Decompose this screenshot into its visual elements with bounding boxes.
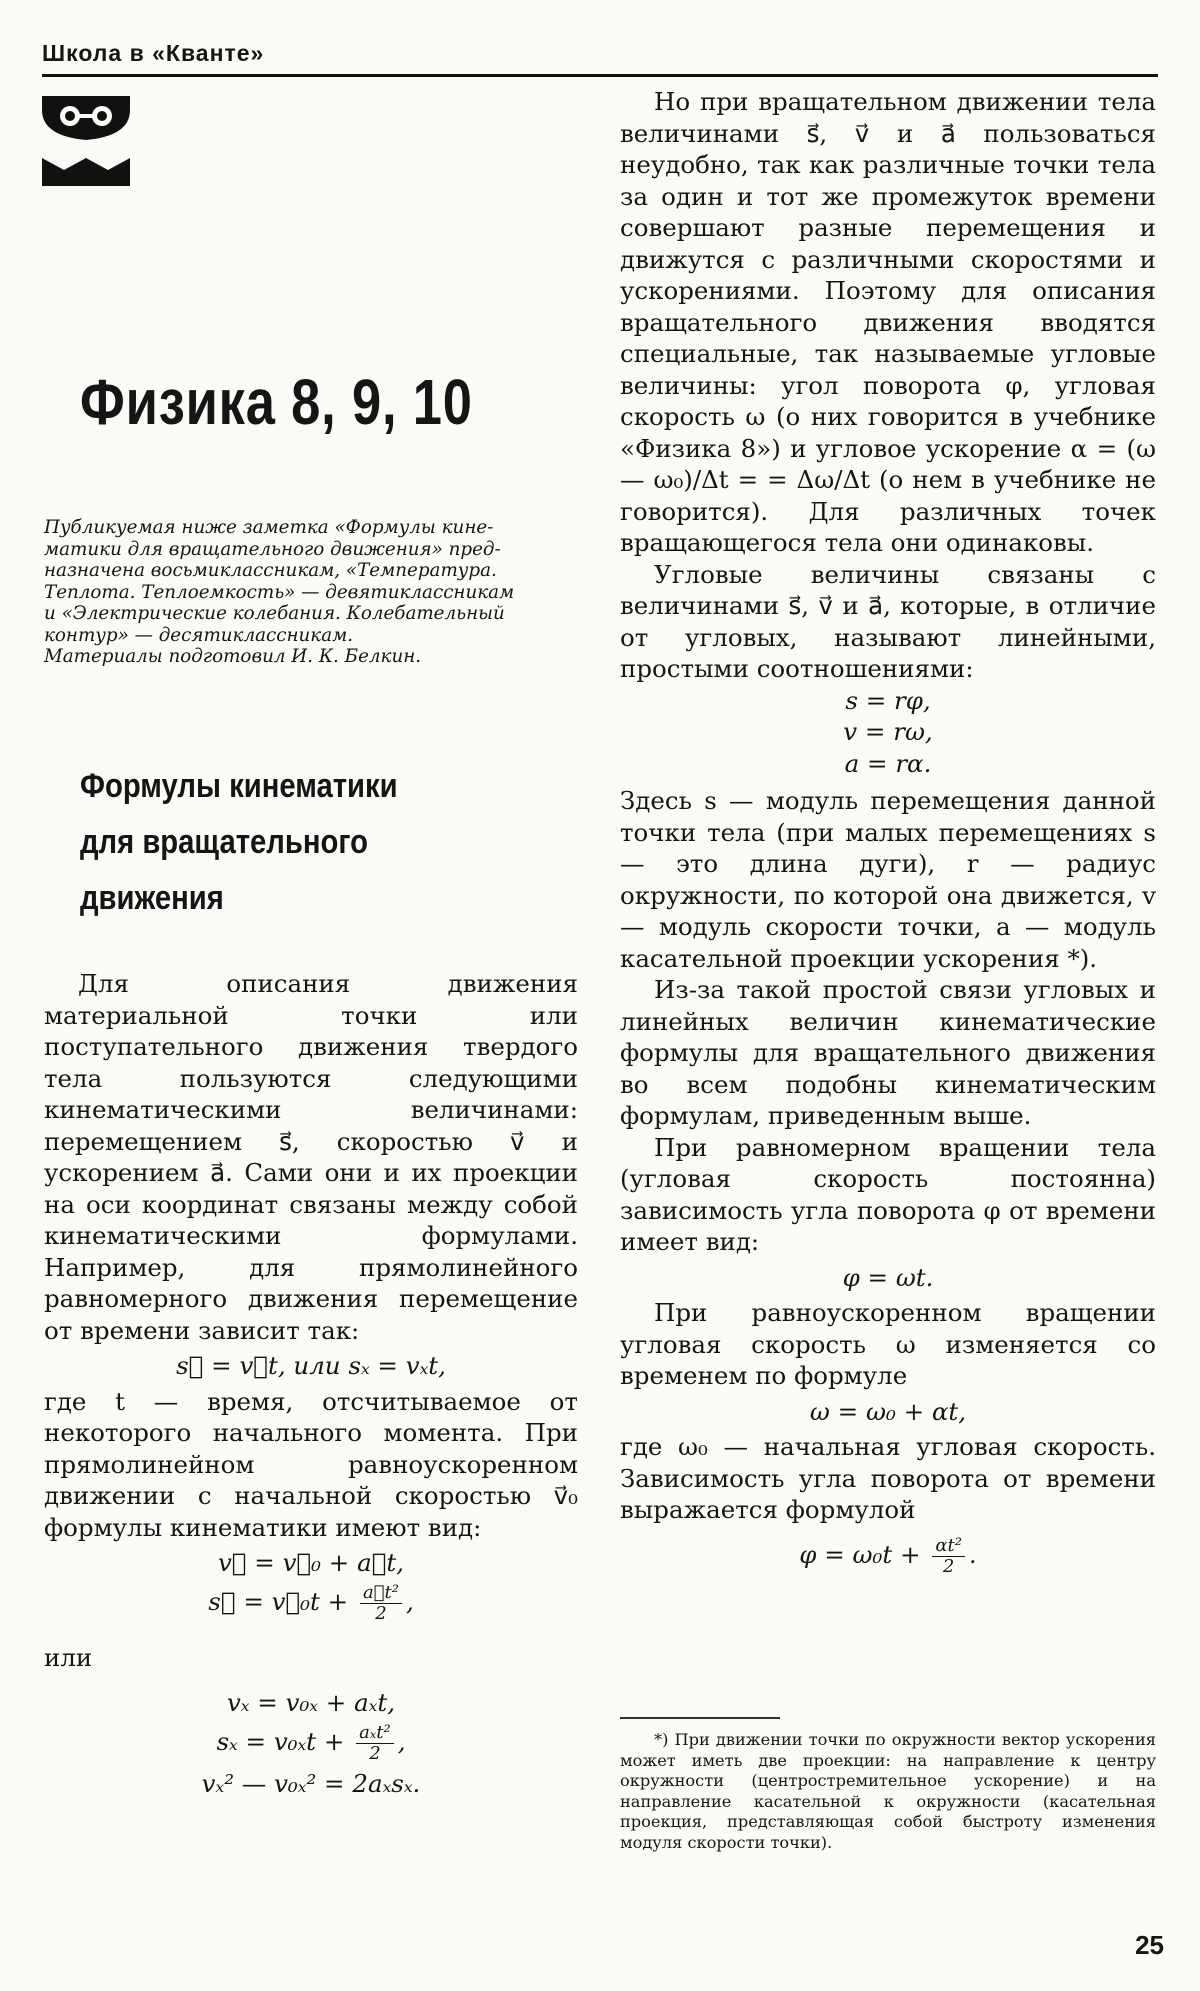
paragraph: Угловые величины связаны с величинами s⃗, v⃗ и a⃗, которые, в отличие от угловых, называют линейными, простыми соотношениями: (620, 559, 1156, 683)
fraction (932, 1536, 965, 1577)
equation: φ = ωt. (842, 1262, 934, 1292)
equation: v = rω, (843, 717, 933, 746)
equation-lhs: sₓ = v₀ₓt + (216, 1726, 345, 1756)
intro-line: матики для вращательного движения» пред- (44, 538, 501, 560)
fraction-numerator: αt² (932, 1536, 965, 1557)
intro-line: назначена восьмиклассникам, «Температура. (44, 560, 497, 581)
equation-tail: . (968, 1539, 977, 1569)
article-title (80, 758, 398, 926)
paragraph: Здесь s — модуль перемещения данной точки тела (при малых перемещениях s — это длина дуги), r — радиус окружности, по которой она движется, v — модуль скорости точки, a — модуль касательной проекции ускорения *). (620, 786, 1156, 973)
intro-line: Материалы подготовил И. К. Белкин. (44, 646, 422, 667)
article-title-line: движения (80, 879, 224, 917)
equation (44, 1583, 578, 1624)
intro-line: Теплота. Теплоемкость» — девятиклассникам (44, 581, 515, 603)
equation-tail: , (397, 1726, 406, 1756)
paragraph: При равномерном вращении тела (угловая скорость постоянна) зависимость угла поворота φ от времени имеет вид: (620, 1132, 1156, 1256)
page-title: Физика 8, 9, 10 (80, 366, 473, 438)
equation: s = rφ, (845, 685, 931, 715)
equation: vₓ = v₀ₓ + aₓt, (226, 1688, 396, 1717)
page-number: 25 (1135, 1930, 1164, 1960)
fraction (360, 1583, 402, 1624)
equation: vₓ² — v₀ₓ² = 2aₓsₓ. (201, 1768, 421, 1798)
paragraph: где t — время, отсчитываемое от некоторого начального момента. При прямолинейном равноускоренном движении с начальной скоростью v⃗₀ формулы кинематики имеют вид: (44, 1386, 578, 1542)
fraction-denominator: 2 (369, 1742, 381, 1764)
equation: ω = ω₀ + αt, (809, 1396, 967, 1426)
footnote-rule (620, 1717, 780, 1719)
fraction-denominator: 2 (942, 1555, 955, 1577)
intro-note (44, 517, 584, 668)
fraction-denominator: 2 (375, 1602, 387, 1624)
equation: a = rα. (844, 748, 932, 778)
paragraph: Из-за такой простой связи угловых и линейных величин кинематические формулы для вращательного движения во всем подобны кинематическим формулам, приведенным выше. (620, 975, 1156, 1130)
equation (44, 1723, 578, 1764)
equation: v⃗ = v⃗₀ + a⃗t, (217, 1548, 405, 1577)
paragraph: Для описания движения материальной точки или поступательного движения твердого тела пользуются следующими кинематическими величинами: перемещением s⃗, скоростью v⃗ и ускорением a⃗. Сами они и их проекции на оси координат связаны между собой кинематическими формулами. Например, для прямолинейного равномерного движения перемещение от времени зависит так: (44, 969, 578, 1345)
header-rule (42, 74, 1158, 77)
article-title-line: для вращательного (80, 823, 369, 861)
or-word: или (44, 1642, 93, 1672)
article-title-line: Формулы кинематики (80, 767, 398, 805)
paragraph: где ω₀ — начальная угловая скорость. Зависимость угла поворота от времени выражается формулой (620, 1432, 1156, 1524)
section-header: Школа в «Кванте» (42, 40, 265, 66)
footnote: *) При движении точки по окружности вектор ускорения может иметь две проекции: на направление к центру окружности (центростремительное ускорение) и на направление касательной к окружности (касательная проекция, представляющая собой быстроту изменения модуля скорости точки). (620, 1730, 1156, 1852)
equation-lhs: φ = ω₀t + (799, 1539, 921, 1569)
left-column (44, 968, 578, 1803)
rubric-logo-icon (42, 96, 130, 186)
equation-lhs: s⃗ = v⃗₀t + (208, 1586, 349, 1616)
right-column (620, 86, 1156, 1581)
intro-line: контур» — десятиклассникам. (44, 624, 354, 646)
paragraph: Но при вращательном движении тела величинами s⃗, v⃗ и a⃗ пользоваться неудобно, так как различные точки тела за один и тот же промежуток времени совершают разные перемещения и движутся с различными скоростями и ускорениями. Поэтому для описания вращательного движения вводятся специальные, так называемые угловые величины: угол поворота φ, угловая скорость ω (о них говорится в учебнике «Физика 8») и угловое ускорение α = (ω — ω₀)/Δt = = Δω/Δt (о нем в учебнике не говорится). Для различных точек вращающегося тела они одинаковы. (620, 87, 1156, 557)
fraction-numerator: aₓt² (356, 1723, 394, 1744)
paragraph: При равноускоренном вращении угловая скорость ω изменяется со временем по формуле (620, 1298, 1156, 1390)
intro-line: Публикуемая ниже заметка «Формулы кине- (44, 517, 494, 538)
equation-tail: , (405, 1586, 414, 1616)
fraction (356, 1723, 394, 1764)
equation: s⃗ = v⃗t, или sₓ = vₓt, (176, 1351, 446, 1380)
intro-line: и «Электрические колебания. Колебательный (44, 603, 505, 624)
fraction-numerator: a⃗t² (360, 1583, 402, 1604)
equation (620, 1536, 1156, 1577)
